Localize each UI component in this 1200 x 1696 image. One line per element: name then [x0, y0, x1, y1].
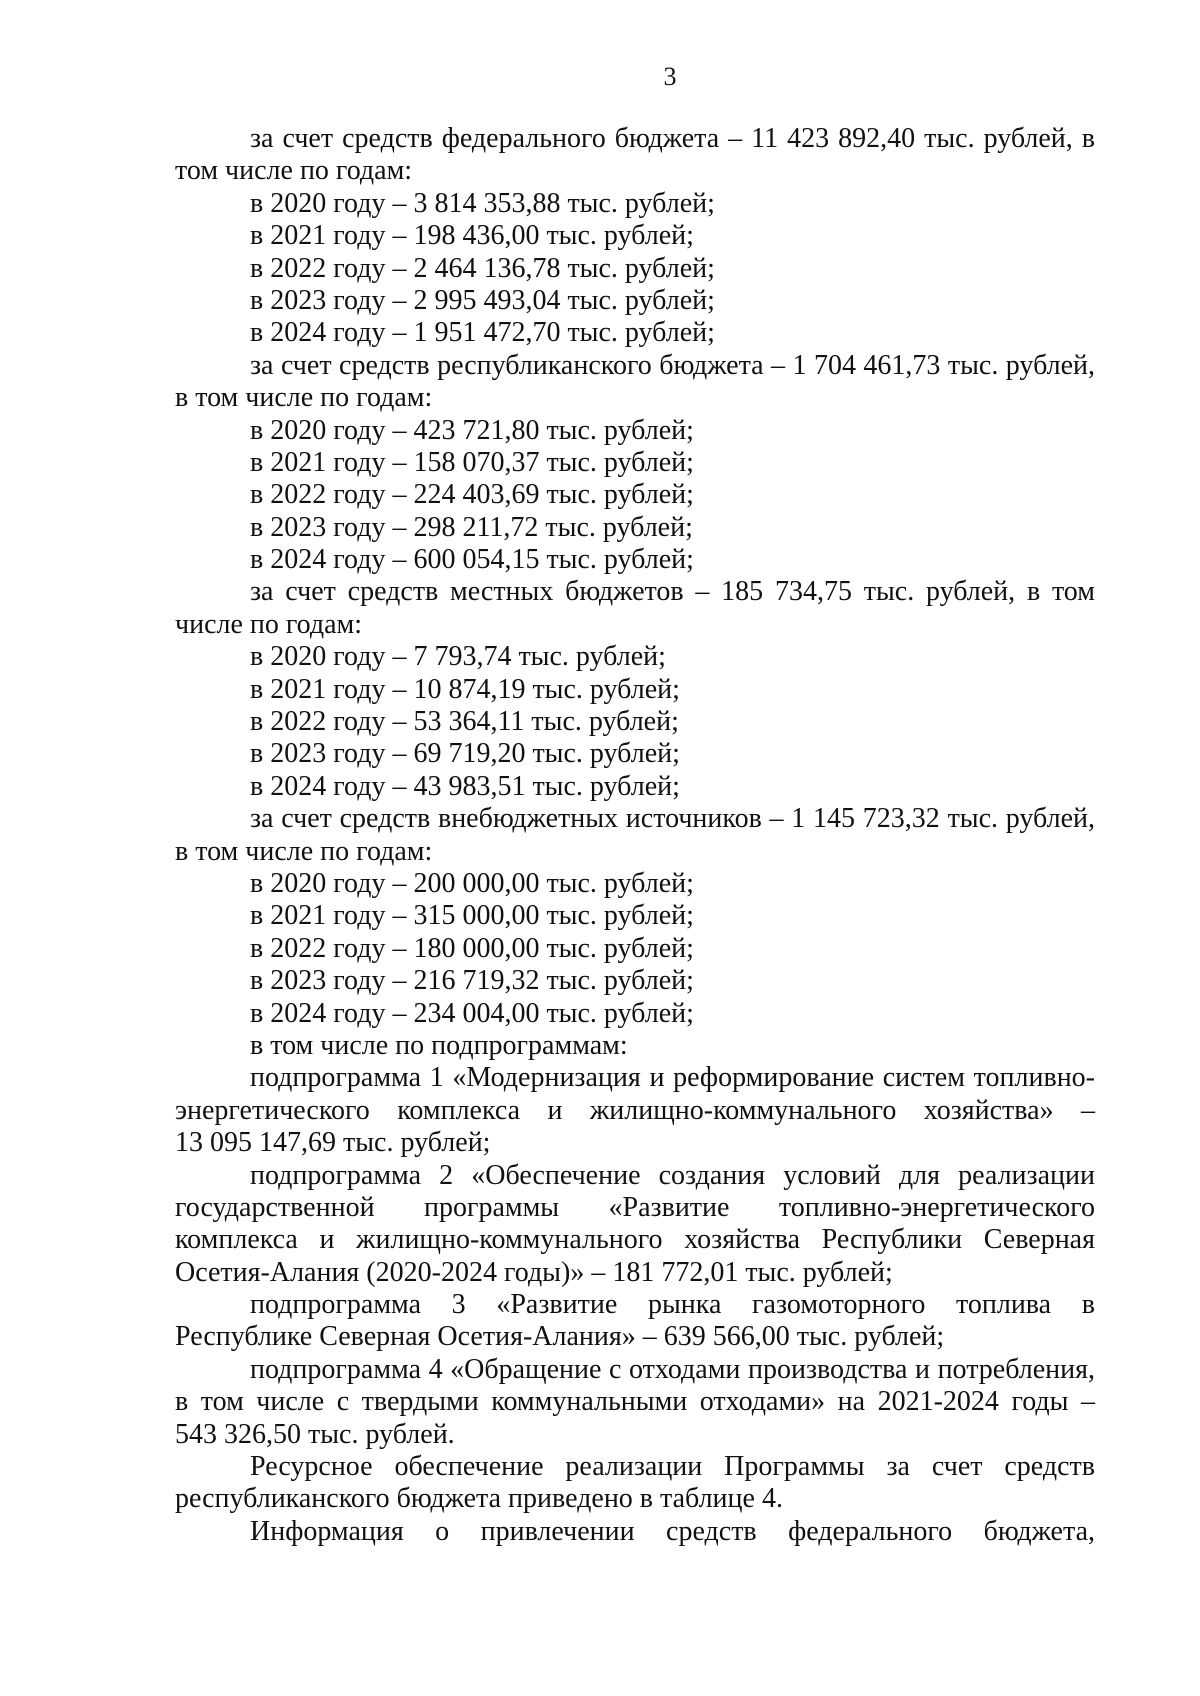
extra-heading: за счет средств внебюджетных источников – 1 145 723,32 тыс. рублей,: [250, 803, 1095, 835]
extra-heading-cont: в том числе по годам:: [175, 835, 433, 867]
document-body: [175, 123, 1095, 1548]
local-year-line: в 2024 году – 43 983,51 тыс. рублей;: [250, 770, 680, 802]
subprogram-line: подпрограмма 2 «Обеспечение создания условий для реализации: [250, 1159, 1095, 1191]
republic-year-line: в 2024 году – 600 054,15 тыс. рублей;: [250, 544, 694, 576]
republic-year-line: в 2021 году – 158 070,37 тыс. рублей;: [250, 446, 694, 478]
subprogram-line: подпрограмма 1 «Модернизация и реформирование систем топливно-: [250, 1062, 1095, 1094]
republic-year-line: в 2022 году – 224 403,69 тыс. рублей;: [250, 479, 694, 511]
resources-paragraph-line: республиканского бюджета приведено в таблице 4.: [175, 1483, 783, 1515]
subprogram-3: [175, 1289, 1095, 1354]
subprogram-1: [175, 1062, 1095, 1159]
info-paragraph-line: Информация о привлечении средств федерального бюджета,: [250, 1515, 1095, 1547]
republic-year-line: в 2023 году – 298 211,72 тыс. рублей;: [250, 511, 693, 543]
extra-year-line: в 2020 году – 200 000,00 тыс. рублей;: [250, 867, 694, 899]
extra-year-line: в 2023 году – 216 719,32 тыс. рублей;: [250, 965, 694, 997]
local-year-line: в 2022 году – 53 364,11 тыс. рублей;: [250, 706, 679, 738]
federal-year-line: в 2022 году – 2 464 136,78 тыс. рублей;: [250, 252, 715, 284]
extra-year-line: в 2021 году – 315 000,00 тыс. рублей;: [250, 900, 694, 932]
subprogram-line: подпрограмма 4 «Обращение с отходами производства и потребления,: [250, 1353, 1095, 1385]
subprogram-line: 13 095 147,69 тыс. рублей;: [175, 1127, 491, 1159]
federal-year-line: в 2020 году – 3 814 353,88 тыс. рублей;: [250, 187, 715, 219]
federal-year-line: в 2023 году – 2 995 493,04 тыс. рублей;: [250, 284, 715, 316]
subprogram-4: [175, 1354, 1095, 1451]
local-heading: за счет средств местных бюджетов – 185 734,75 тыс. рублей, в том: [250, 576, 1095, 608]
federal-heading: за счет средств федерального бюджета – 11 423 892,40 тыс. рублей, в: [250, 123, 1095, 154]
federal-year-line: в 2021 году – 198 436,00 тыс. рублей;: [250, 220, 694, 252]
local-heading-cont: числе по годам:: [175, 608, 363, 640]
subprogram-line: Республике Северная Осетия-Алания» – 639 566,00 тыс. рублей;: [175, 1321, 945, 1353]
subprogram-line: 543 326,50 тыс. рублей.: [175, 1418, 455, 1450]
republic-year-line: в 2020 году – 423 721,80 тыс. рублей;: [250, 414, 694, 446]
extra-year-line: в 2024 году – 234 004,00 тыс. рублей;: [250, 997, 694, 1029]
resources-paragraph-line: Ресурсное обеспечение реализации Программы за счет средств: [250, 1451, 1095, 1483]
subprogram-line: в том числе с твердыми коммунальными отходами» на 2021-2024 годы –: [175, 1386, 1095, 1418]
republic-heading-cont: в том числе по годам:: [175, 382, 433, 414]
federal-year-line: в 2024 году – 1 951 472,70 тыс. рублей;: [250, 317, 715, 349]
subprogram-line: подпрограмма 3 «Развитие рынка газомоторного топлива в: [250, 1289, 1095, 1321]
local-year-line: в 2023 году – 69 719,20 тыс. рублей;: [250, 738, 680, 770]
federal-heading-cont: том числе по годам:: [175, 155, 413, 187]
subprogram-line: энергетического комплекса и жилищно-коммунального хозяйства» –: [175, 1094, 1095, 1126]
subprogram-line: Осетия-Алания (2020-2024 годы)» – 181 772,01 тыс. рублей;: [175, 1256, 893, 1288]
subprogram-line: комплекса и жилищно-коммунального хозяйства Республики Северная: [175, 1224, 1095, 1256]
subprogram-line: государственной программы «Развитие топливно-энергетического: [175, 1191, 1095, 1223]
republic-heading: за счет средств республиканского бюджета – 1 704 461,73 тыс. рублей,: [250, 349, 1095, 381]
local-year-line: в 2021 году – 10 874,19 тыс. рублей;: [250, 673, 680, 705]
extra-year-line: в 2022 году – 180 000,00 тыс. рублей;: [250, 932, 694, 964]
page-number: 3: [663, 62, 677, 91]
subprogram-2: [175, 1160, 1095, 1290]
local-year-line: в 2020 году – 7 793,74 тыс. рублей;: [250, 641, 666, 673]
subprograms-intro: в том числе по подпрограммам:: [250, 1029, 628, 1061]
